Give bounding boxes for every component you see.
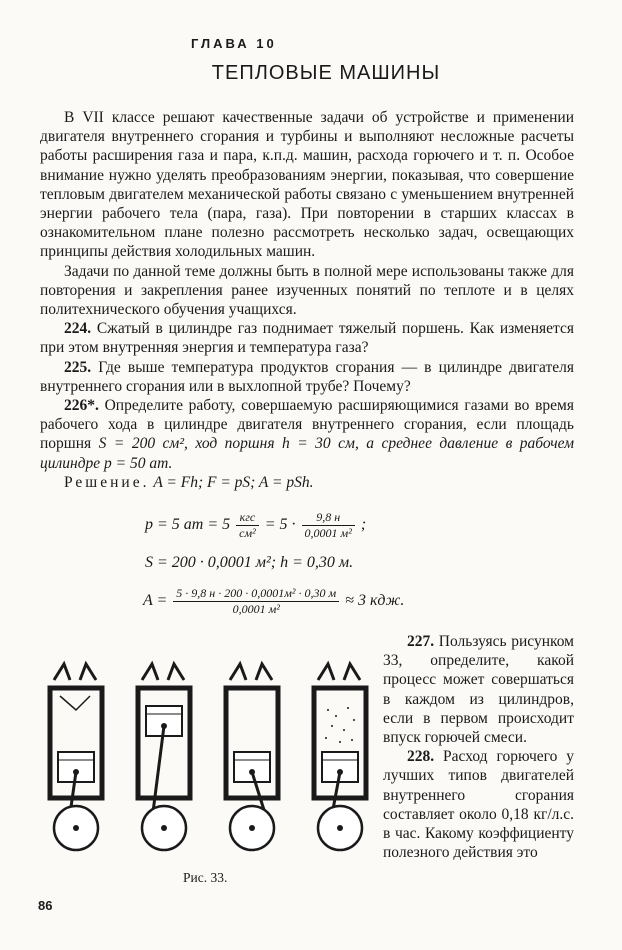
problem-text: Где выше температура продуктов сгорания — в цилиндре двигателя внутреннего сгорания или в выхлопной трубе? Почему? [40,358,574,395]
intro-paragraph-2: Задачи по данной теме должны быть в полной мере использованы также для повторения и закрепления ранее изученных понятий по теплоте и в целях политехнического обучения учащихся. [40,262,574,319]
fraction [236,510,259,541]
right-column-text [383,632,574,862]
formula-pressure [145,510,366,541]
page-number: 86 [38,898,53,913]
problem-228 [383,747,574,862]
solution-label: Решение. [64,473,150,491]
fraction-numerator: 5 · 9,8 н · 200 · 0,0001м² · 0,30 м [173,586,339,602]
figure-caption: Рис. 33. [183,870,228,885]
problem-number: 226*. [64,397,99,415]
formula-part: = 5 · [264,516,296,534]
formula-work [143,586,404,617]
cylinder-4-exhaust [314,664,366,850]
problem-225 [40,358,574,396]
fraction-numerator: кгс [236,510,259,526]
formula-part: ; [360,516,367,534]
problem-number: 225. [64,358,92,376]
fraction-denominator: 0,0001 м² [304,526,352,540]
formula-part: A = [143,592,168,610]
problem-number: 228. [407,748,435,766]
fraction-denominator: 0,0001 м² [232,602,280,616]
cylinder-1-intake [50,664,102,850]
problem-text: Пользуясь рисунком 33, определите, какой процесс может совершаться в каждом из цилиндров, если в первом происходит впуск горючей смеси. [383,633,574,747]
fraction-numerator: 9,8 н [302,510,355,526]
solution-line [40,473,574,492]
problem-227 [383,632,574,747]
main-text [40,108,574,492]
chapter-title: ТЕПЛОВЫЕ МАШИНЫ [211,62,441,84]
formula-part: ≈ 3 кдж. [345,592,405,610]
problem-text: Расход горючего у лучших типов двигателей внутреннего сгорания составляет около 0,18 кг/л.с. в час. Какому коэффициенту полезного действия это [383,748,575,862]
formula-area: S = 200 · 0,0001 м²; h = 0,30 м. [145,554,354,571]
cylinder-3-power [226,664,278,850]
solution-equation: A = Fh; F = pS; A = pSh. [153,473,314,491]
intro-paragraph-1: В VII классе решают качественные задачи об устройстве и применении двигателя внутреннего сгорания и турбины и выполняют несложные расчеты работы расширения газа и пара, к.п.д. машин, расхода горючего и т. п. Особое внимание нужно уделять преобразованиям энергии, показывая, что совершение тепловым двигателем механической работы связано с уменьшением внутренней энергии рабочего тела (пара, газа). При повторении в старших классах в ознакомительном плане полезно рассмотреть несколько задач, освещающих принципы действия холодильных машин. [40,109,574,261]
problem-226 [40,396,574,473]
cylinder-2-compression [138,664,190,850]
chapter-label: ГЛАВА 10 [191,36,277,51]
problem-text: Сжатый в цилиндре газ поднимает тяжелый поршень. Как изменяется при этом внутренняя энергия и температура газа? [40,320,575,357]
engine-cylinders-figure [40,660,370,860]
problem-values: S = 200 см², ход поршня h = 30 см, а среднее давление в рабочем цилиндре p = 50 ат. [40,435,575,472]
problem-number: 224. [64,320,92,338]
fraction-denominator: см² [239,526,256,540]
fraction [173,586,339,617]
problem-text: Определите работу, совершаемую расширяющимися газами во время рабочего хода в цилиндре двигателя внутреннего сгорания, если площадь поршня [40,397,574,453]
problem-224 [40,319,574,357]
formula-part: p = 5 ат = 5 [145,516,231,534]
fraction [302,510,355,541]
problem-number: 227. [407,633,435,650]
